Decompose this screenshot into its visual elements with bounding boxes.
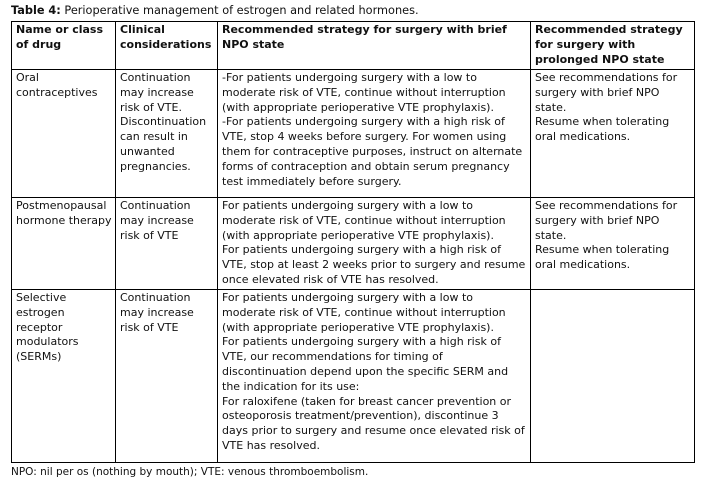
- table-caption-text: Perioperative management of estrogen and related hormones.: [60, 4, 419, 17]
- header-brief-npo: Recommended strategy for surgery with brief NPO state: [218, 22, 531, 70]
- cell-prolonged-strategy: [531, 198, 695, 290]
- cell-paragraph: -For patients undergoing surgery with a low to moderate risk of VTE, continue without interruption (with appropriate perioperative VTE prophylaxis).: [222, 71, 506, 114]
- cell-paragraph: See recommendations for surgery with brief NPO state.: [535, 199, 678, 242]
- cell-paragraph: -For patients undergoing surgery with a high risk of VTE, stop 4 weeks before surgery. For women using them for contraceptive purposes, instruct on alternate forms of contraception and obtain serum pregnancy test immediately before surgery.: [222, 115, 523, 188]
- table-caption: [11, 4, 419, 17]
- header-drug: Name or class of drug: [12, 22, 116, 70]
- table-caption-label: Table 4:: [11, 4, 61, 17]
- cell-brief-strategy: [218, 198, 531, 290]
- cell-paragraph: Resume when tolerating oral medications.: [535, 243, 670, 272]
- table-header-row: [12, 22, 695, 70]
- cell-paragraph: For patients undergoing surgery with a high risk of VTE, stop at least 2 weeks prior to surgery and resume once elevated risk of VTE has resolved.: [222, 243, 526, 286]
- header-considerations: Clinical considerations: [116, 22, 218, 70]
- cell-drug: Selective estrogen receptor modulators (SERMs): [12, 290, 116, 463]
- header-prolonged-npo: Recommended strategy for surgery with prolonged NPO state: [531, 22, 695, 70]
- cell-prolonged-strategy: [531, 70, 695, 198]
- cell-paragraph: Continuation may increase risk of VTE: [120, 291, 194, 334]
- cell-considerations: [116, 70, 218, 198]
- cell-brief-strategy: [218, 290, 531, 463]
- cell-paragraph: Continuation may increase risk of VTE: [120, 199, 194, 242]
- cell-paragraph: For patients undergoing surgery with a low to moderate risk of VTE, continue without interruption (with appropriate perioperative VTE prophylaxis).: [222, 199, 506, 242]
- table-row: [12, 290, 695, 463]
- estrogen-management-table: [11, 21, 695, 463]
- cell-brief-strategy: [218, 70, 531, 198]
- cell-paragraph: Continuation may increase risk of VTE.: [120, 71, 194, 114]
- cell-considerations: [116, 198, 218, 290]
- cell-paragraph: For patients undergoing surgery with a high risk of VTE, our recommendations for timing of discontinuation depend upon the specific SERM and the indication for its use:: [222, 335, 509, 393]
- table-row: [12, 70, 695, 198]
- cell-paragraph: Discontinuation can result in unwanted pregnancies.: [120, 115, 207, 173]
- cell-drug: Oral contraceptives: [12, 70, 116, 198]
- cell-paragraph: For patients undergoing surgery with a low to moderate risk of VTE, continue without interruption (with appropriate perioperative VTE prophylaxis).: [222, 291, 506, 334]
- cell-considerations: [116, 290, 218, 463]
- cell-paragraph: For raloxifene (taken for breast cancer prevention or osteoporosis treatment/prevention), discontinue 3 days prior to surgery and resume once elevated risk of VTE has resolved.: [222, 394, 525, 452]
- cell-paragraph: See recommendations for surgery with brief NPO state.: [535, 71, 678, 114]
- table-row: [12, 198, 695, 290]
- cell-drug: Postmenopausal hormone therapy: [12, 198, 116, 290]
- cell-paragraph: Resume when tolerating oral medications.: [535, 115, 670, 144]
- cell-prolonged-strategy-empty: [531, 290, 695, 463]
- table-footnote: NPO: nil per os (nothing by mouth); VTE: venous thromboembolism.: [11, 466, 369, 478]
